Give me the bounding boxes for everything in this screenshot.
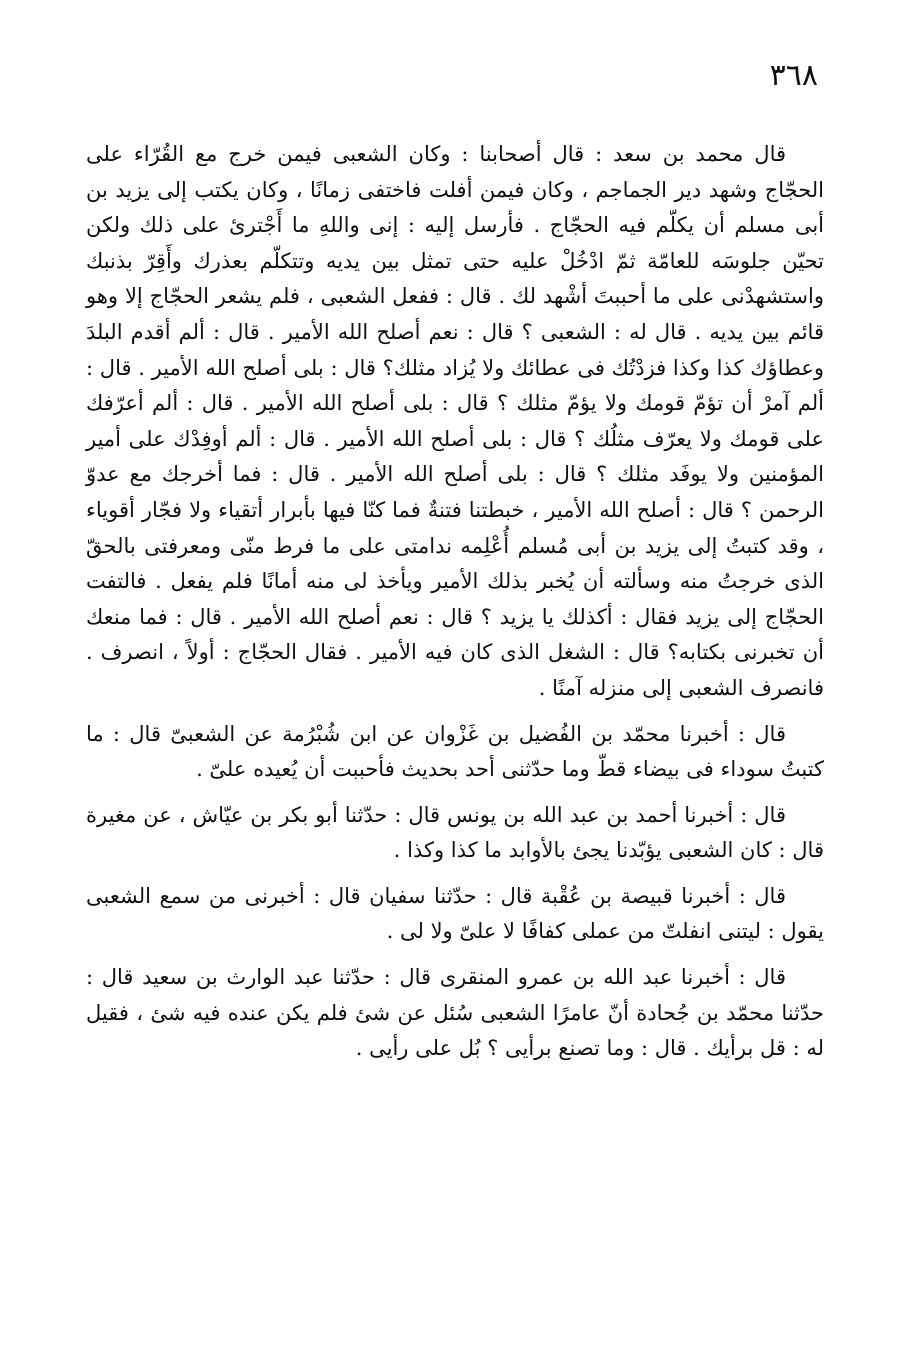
page-number: ٣٦٨ <box>769 58 818 93</box>
paragraph-1: قال محمد بن سعد : قال أصحابنا : وكان الشعبى فيمن خرج مع القُرّاء على الحجّاج وشهد دير الجماجم ، وكان فيمن أفلت فاختفى زمانًا ، وكان يكتب إلى يزيد بن أبى مسلم أن يكلّم فيه الحجّاج . فأرسل إليه : إنى واللهِ ما أَجْترئ على ذلك ولكن تحيّن جلوسَه للعامّة ثمّ ادْخُلْ عليه حتى تمثل بين يديه وتتكلّم بعذرك وأَقِرّ بذنبك واستشهدْنى على ما أحببتَ أشْهد لك . قال : ففعل الشعبى ، فلم يشعر الحجّاج إلا وهو قائم بين يديه . قال له : الشعبى ؟ قال : نعم أصلح الله الأمير . قال : ألم أقدم البلدَ وعطاؤك كذا وكذا فزدْتُك فى عطائك ولا يُزاد مثلك؟ قال : بلى أصلح الله الأمير . قال : ألم آمرْ أن تؤمّ قومك ولا يؤمّ مثلك ؟ قال : بلى أصلح الله الأمير . قال : ألم أعرّفك على قومك ولا يعرّف مثلُك ؟ قال : بلى أصلح الله الأمير . قال : ألم أوفِدْك على أمير المؤمنين ولا يوفَد مثلك ؟ قال : بلى أصلح الله الأمير . قال : فما أخرجك مع عدوّ الرحمن ؟ قال : أصلح الله الأمير ، خبطتنا فتنةٌ فما كنّا فيها بأبرار أتقياء ولا فجّار أقوياء ، وقد كتبتُ إلى يزيد بن أبى مُسلم أُعْلِمه ندامتى على ما فرط منّى ومعرفتى بالحقّ الذى خرجتُ منه وسألته أن يُخبر بذلك الأمير ويأخذ لى منه أمانًا فلم يفعل . فالتفت الحجّاج إلى يزيد فقال : أكذلك يا يزيد ؟ قال : نعم أصلح الله الأمير . قال : فما منعك أن تخبرنى بكتابه؟ قال : الشغل الذى كان فيه الأمير . فقال الحجّاج : أولاً ، انصرف . فانصرف الشعبى إلى منزله آمنًا . <box>86 142 824 700</box>
paragraph-3: قال : أخبرنا أحمد بن عبد الله بن يونس قال : حدّثنا أبو بكر بن عيّاش ، عن مغيرة قال : كان الشعبى يؤبّدنا يجئ بالأوابد ما كذا وكذا . <box>86 802 824 863</box>
paragraph-5: قال : أخبرنا عبد الله بن عمرو المنقرى قال : حدّثنا عبد الوارث بن سعيد قال : حدّثنا محمّد بن جُحادة أنّ عامرًا الشعبى سُئل عن شئ فلم يكن عنده فيه شئ ، فقيل له : قل برأيك . قال : وما تصنع برأيى ؟ بُل على رأيى . <box>86 965 824 1061</box>
paragraph-2: قال : أخبرنا محمّد بن الفُضيل بن غَزْوان عن ابن شُبْرُمة عن الشعبىّ قال : ما كتبتُ سوداء فى بيضاء قطّ وما حدّثنى أحد بحديث فأحببت أن يُعيده علىّ . <box>86 721 824 782</box>
body-text <box>86 137 824 1077</box>
paragraph-4: قال : أخبرنا قبيصة بن عُقْبة قال : حدّثنا سفيان قال : أخبرنى من سمع الشعبى يقول : ليتنى انفلتّ من عملى كفافًا لا علىّ ولا لى . <box>86 883 824 944</box>
